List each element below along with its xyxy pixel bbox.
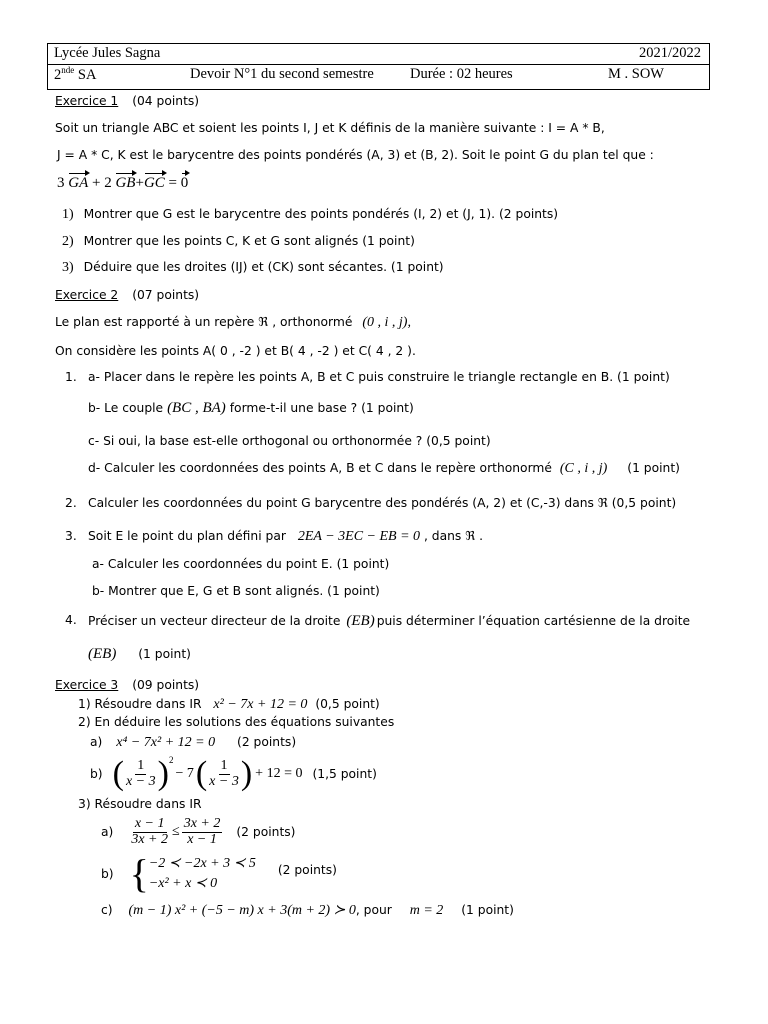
ex2-q4: Préciser un vecteur directeur de la droite (EB) puis déterminer l’équation cartésienne de la droite (88, 613, 691, 629)
ex3-q2: 2) En déduire les solutions des équations suivantes (78, 715, 395, 729)
exercise-2-points: (07 points) (132, 288, 200, 302)
exercise-1-heading (55, 94, 199, 108)
ex2-q1a: a- Placer dans le repère les points A, B et C puis construire le triangle rectangle en B. (1 point) (88, 370, 670, 384)
ex3-q3b-system: −2 ≺ −2x + 3 ≺ 5 −x² + x ≺ 0 (148, 856, 256, 891)
exercise-3-heading (55, 678, 199, 692)
ex2-line-2: On considère les points A( 0 , -2 ) et B( 4 , -2 ) et C( 4 , 2 ). (55, 344, 416, 358)
ex3-q2b: b) ( $\frac{1}{x - 3}$ ) $^2$ − 7 ( $\frac{1}{x - 3}$ ) + 12 = 0 (1,5 point) (90, 755, 377, 792)
teacher-name: M . SOW (608, 66, 664, 82)
ex1-item-2: 2) Montrer que les points C, K et G sont alignés (1 point) (62, 234, 415, 249)
header-divider (48, 64, 709, 65)
ex3-q1: 1) Résoudre dans IR x² − 7x + 12 = 0 (0,5 point) (78, 697, 380, 712)
ex3-q3b: b) { −2 ≺ −2x + 3 ≺ 5 −x² + x ≺ 0 (2 points) (101, 851, 337, 896)
ex1-item-1: 1) Montrer que G est le barycentre des points pondérés (I, 2) et (J, 1). (2 points) (62, 207, 559, 222)
ex2-q1-number: 1. (65, 370, 77, 384)
exercise-3-points: (09 points) (132, 678, 200, 692)
class-label: 2nde SA (54, 65, 97, 83)
header-table (47, 43, 710, 90)
ex2-q1d: d- Calculer les coordonnées des points A, B et C dans le repère orthonormé (C , i , j) (1 point) (88, 461, 680, 476)
exercise-3-title: Exercice 3 (55, 678, 119, 692)
exercise-1-title: Exercice 1 (55, 94, 119, 108)
ex2-q1c: c- Si oui, la base est-elle orthogonal ou orthonormée ? (0,5 point) (88, 434, 491, 448)
ex3-q3a-inequation: $\frac{x - 1}{3x + 2}$ ≤ $\frac{3x + 2}{x - 1}$ (131, 815, 221, 847)
ex2-line-1: Le plan est rapporté à un repère ℜ , orthonormé (0 , i , j), (55, 315, 411, 330)
ex2-q3b: b- Montrer que E, G et B sont alignés. (1 point) (92, 584, 380, 598)
school-name: Lycée Jules Sagna (54, 45, 161, 61)
ex3-q2a: a) x⁴ − 7x² + 12 = 0 (2 points) (90, 735, 297, 750)
ex2-q2: Calculer les coordonnées du point G barycentre des pondérés (A, 2) et (C,-3) dans ℜ (0,5 point) (88, 496, 677, 510)
ex2-q3: Soit E le point du plan défini par 2EA − 3EC − EB = 0 , dans ℜ . (88, 529, 484, 544)
devoir-title: Devoir N°1 du second semestre (190, 66, 374, 82)
ex1-line-1: Soit un triangle ABC et soient les points I, J et K définis de la manière suivante : I = A * B, (55, 121, 605, 135)
ex2-q1b: b- Le couple (BC , BA) forme-t-il une base ? (1 point) (88, 400, 414, 416)
ex3-q3a: a) $\frac{x - 1}{3x + 2}$ ≤ $\frac{3x + 2}{x - 1}$ (2 points) (101, 815, 296, 847)
ex1-line-2: J = A * C, K est le barycentre des points pondérés (A, 3) et (B, 2). Soit le point G du plan tel que : (57, 148, 654, 162)
system-brace: { (129, 851, 149, 896)
school-year: 2021/2022 (638, 45, 701, 61)
ex3-q3: 3) Résoudre dans IR (78, 797, 202, 811)
ex2-q3a: a- Calculer les coordonnées du point E. (1 point) (92, 557, 390, 571)
ex1-equation: 3 GA + 2 GB+GC = 0 (57, 175, 189, 191)
ex2-q2-number: 2. (65, 496, 77, 510)
ex2-q4-cont: (EB) (1 point) (88, 646, 191, 662)
ex3-q2b-equation: ( $\frac{1}{x - 3}$ ) $^2$ − 7 ( $\frac{1}{x - 3}$ ) + 12 = 0 (112, 755, 303, 792)
exercise-2-title: Exercice 2 (55, 288, 119, 302)
duration: Durée : 02 heures (410, 66, 513, 82)
ex2-q4-number: 4. (65, 613, 77, 627)
exercise-2-heading (55, 288, 199, 302)
ex3-q3c: c) (m − 1) x² + (−5 − m) x + 3(m + 2) ≻ 0, pour m = 2 (1 point) (101, 903, 514, 918)
ex1-item-3: 3) Déduire que les droites (IJ) et (CK) sont sécantes. (1 point) (62, 260, 444, 275)
exercise-1-points: (04 points) (132, 94, 200, 108)
ex2-q3-number: 3. (65, 529, 77, 543)
